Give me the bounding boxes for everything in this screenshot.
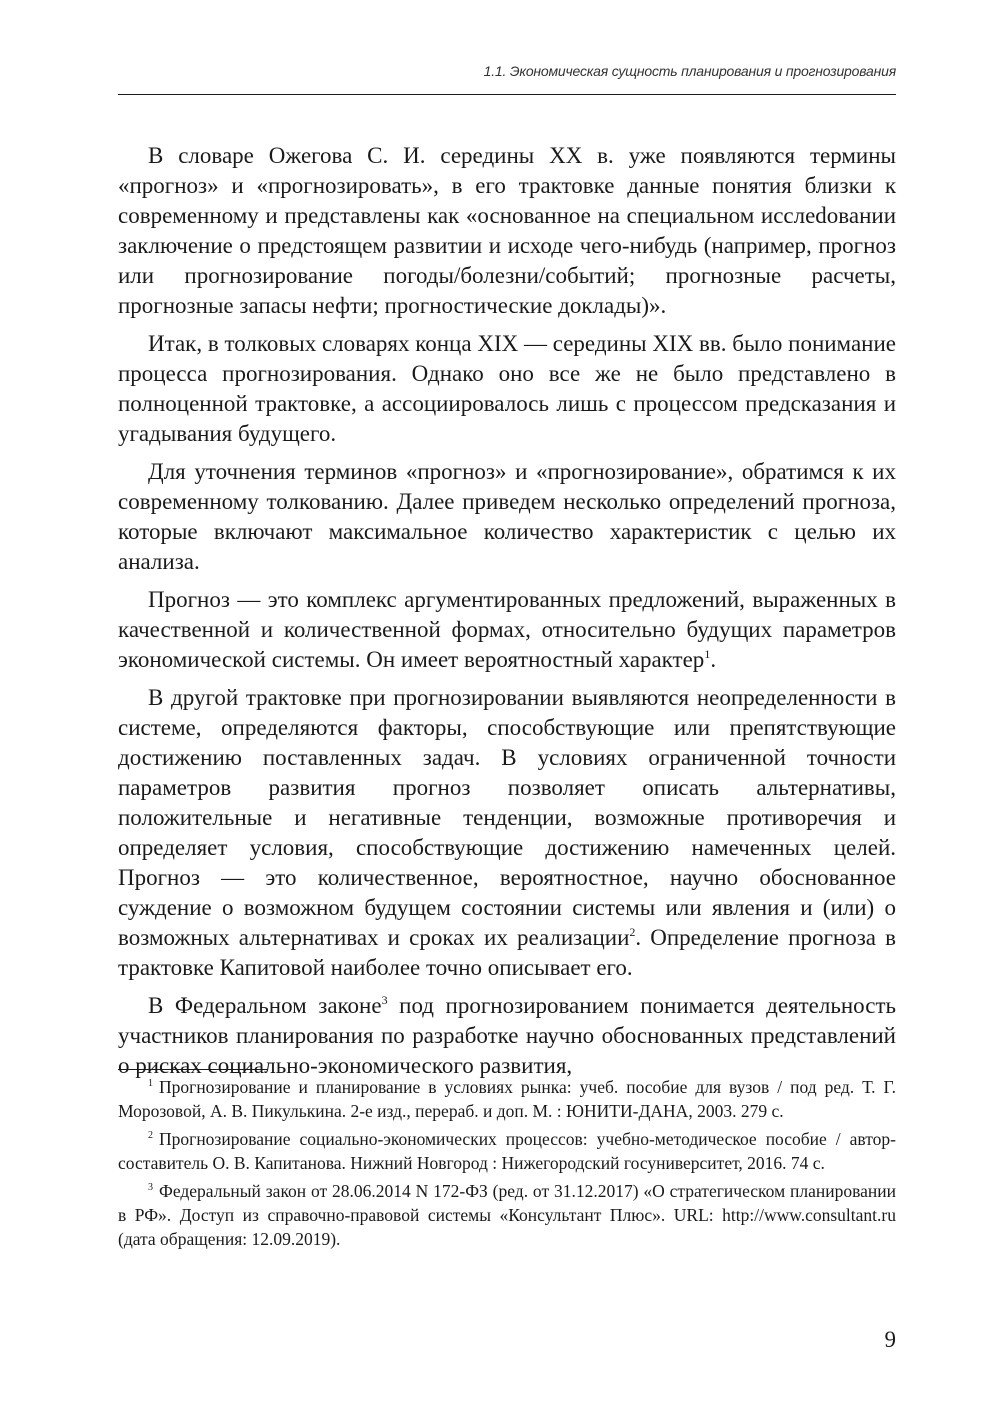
footnotes [118, 1075, 896, 1255]
footnote-reference[interactable]: 2 [629, 925, 636, 939]
body-text [118, 141, 896, 1081]
paragraph-text: под прогнозированием понимается деятельность участников планирования по разработке научно обоснованных представлений о рисках социально-экономического развития, [118, 993, 896, 1078]
footnote [118, 1179, 896, 1251]
paragraph-text: В Федеральном законе [148, 993, 382, 1018]
page-number: 9 [884, 1327, 896, 1352]
paragraph [118, 991, 896, 1081]
footnote-rule [118, 1069, 268, 1070]
running-head: 1.1. Экономическая сущность планирования и прогнозирования [483, 63, 896, 79]
footnote-reference[interactable]: 1 [704, 647, 711, 661]
paragraph-text: В словаре Ожегова С. И. середины XX в. уже появляются термины «прогноз» и «прогнозировать», в его трактовке данные понятия близки к современному и представлены как «основанное на специальном исслеdовании заключение о предстоящем развитии и исходе чего-нибудь (например, прогноз или прогнозирование погоды/болезни/событий; прогнозные расчеты, прогнозные запасы нефти; прогностические доклады)». [118, 143, 896, 318]
paragraph-text: Итак, в толковых словарях конца XIX — середины XIX вв. было понимание процесса прогнозирования. Однако оно все же не было представлено в полноценной трактовке, а ассоциировалось лишь с процессом предсказания и угадывания будущего. [118, 331, 896, 446]
footnote [118, 1075, 896, 1123]
footnote-text: Федеральный закон от 28.06.2014 N 172-ФЗ (ред. от 31.12.2017) «О стратегическом планировании в РФ». Доступ из справочно-правовой системы «Консультант Плюс». URL: http://www.consultant.ru (дата обращения: 12.09.2019). [118, 1181, 896, 1249]
paragraph-text: Прогноз — это комплекс аргументированных предложений, выраженных в качественной и количественной формах, относительно будущих параметров экономической системы. Он имеет вероятностный характер [118, 587, 896, 672]
paragraph [118, 585, 896, 675]
paragraph [118, 329, 896, 449]
paragraph-text: В другой трактовке при прогнозировании выявляются неопределенности в системе, определяются факторы, способствующие или препятствующие достижению поставленных задач. В условиях ограниченной точности параметров развития прогноз позволяет описать альтернативы, положительные и негативные тенденции, возможные противоречия и определяет условия, способствующие достижению намеченных целей. Прогноз — это количественное, вероятностное, научно обоснованное суждение о возможном будущем состоянии системы или явления и (или) о возможных альтернативах и сроках их реализации [118, 685, 896, 950]
footnote-text: Прогнозирование социально-экономических процессов: учебно-методическое пособие / автор-составитель О. В. Капитанова. Нижний Новгород : Нижегородский госуниверситет, 2016. 74 с. [118, 1129, 896, 1173]
paragraph-text: Для уточнения терминов «прогноз» и «прогнозирование», обратимся к их современному толкованию. Далее приведем несколько определений прогноза, которые включают максимальное количество характеристик с целью их анализа. [118, 459, 896, 574]
header-rule [118, 94, 896, 95]
paragraph [118, 457, 896, 577]
paragraph-text: . [710, 647, 717, 672]
footnote-reference[interactable]: 3 [381, 993, 388, 1007]
footnote-mark: 2 [148, 1130, 153, 1141]
footnote-mark: 1 [148, 1078, 153, 1089]
paragraph [118, 683, 896, 983]
paragraph [118, 141, 896, 321]
footnote-mark: 3 [148, 1182, 153, 1193]
footnote-text: Прогнозирование и планирование в условиях рынка: учеб. пособие для вузов / под ред. Т. Г. Морозовой, А. В. Пикулькина. 2-е изд., перераб. и доп. М. : ЮНИТИ-ДАНА, 2003. 279 с. [118, 1077, 896, 1121]
footnote [118, 1127, 896, 1175]
paragraph-text: . Определение прогноза в трактовке Капитовой наиболее точно описывает его. [118, 925, 896, 980]
